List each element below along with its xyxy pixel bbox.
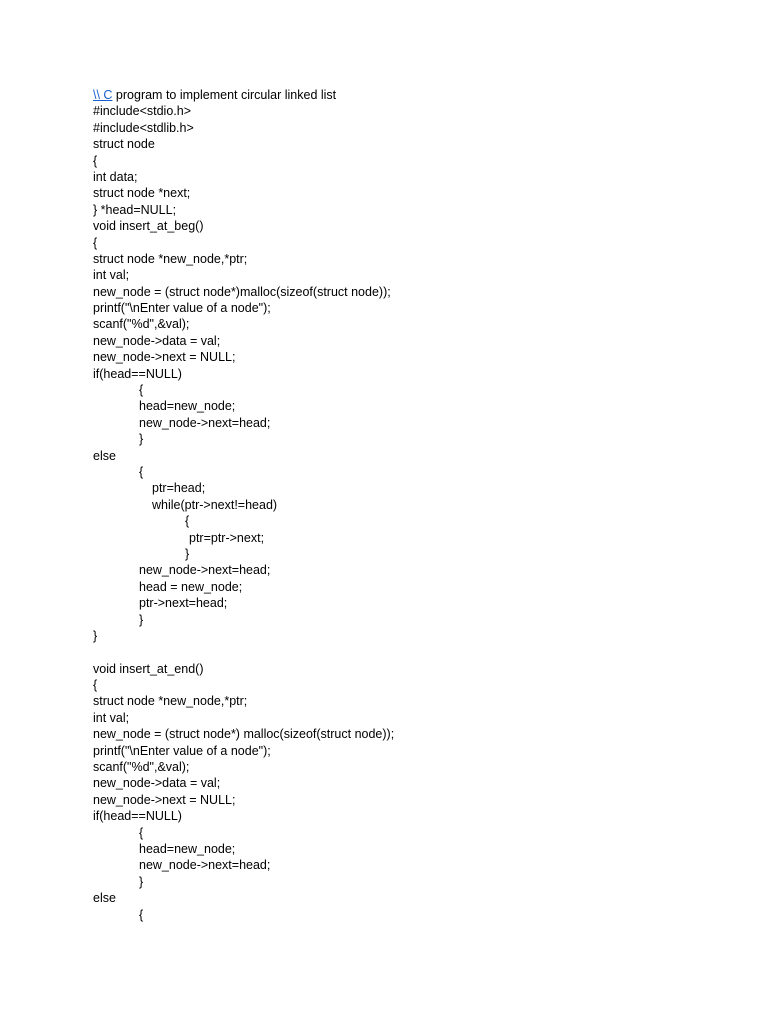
code-line: if(head==NULL) [93,366,182,381]
code-line: new_node->next=head; [139,415,271,430]
code-line: new_node->data = val; [93,333,221,348]
code-line: int data; [93,169,138,184]
code-line: int val; [93,710,130,725]
code-line: int val; [93,268,130,283]
code-line: scanf("%d",&val); [93,317,190,332]
code-line: } [139,612,144,627]
code-line: new_node->data = val; [93,776,221,791]
code-line: { [139,825,144,840]
comment-line [93,87,733,103]
code-line: void insert_at_end() [93,661,204,676]
code-line: } [139,874,144,889]
code-line: { [93,678,98,693]
code-line: void insert_at_beg() [93,219,204,234]
code-line: scanf("%d",&val); [93,760,190,775]
code-line: } [185,546,190,561]
code-line: struct node [93,137,155,152]
code-line: else [93,891,116,906]
code-line: { [139,464,144,479]
code-line: new_node = (struct node*) malloc(sizeof(struct node)); [93,727,395,742]
code-line: new_node = (struct node*)malloc(sizeof(struct node)); [93,284,391,299]
code-line: new_node->next=head; [139,858,271,873]
code-line: printf("\nEnter value of a node"); [93,301,271,316]
code-listing [93,87,733,923]
code-line: { [139,383,144,398]
code-line: ptr=head; [152,481,206,496]
code-line: head = new_node; [139,579,243,594]
code-line: #include<stdio.h> [93,104,191,119]
code-line: new_node->next = NULL; [93,350,236,365]
code-line: new_node->next=head; [139,563,271,578]
code-line: struct node *new_node,*ptr; [93,251,248,266]
code-line: head=new_node; [139,399,236,414]
comment-text: program to implement circular linked list [112,88,337,102]
code-line: #include<stdlib.h> [93,120,194,135]
code-line: while(ptr->next!=head) [152,497,278,512]
code-line: ptr=ptr->next; [189,530,265,545]
code-line: struct node *new_node,*ptr; [93,694,248,709]
code-line: ptr->next=head; [139,596,228,611]
code-line: } [139,432,144,447]
code-line: new_node->next = NULL; [93,792,236,807]
code-line: { [93,153,98,168]
code-line: printf("\nEnter value of a node"); [93,743,271,758]
code-line: { [93,235,98,250]
code-line: if(head==NULL) [93,809,182,824]
code-line: { [185,514,190,529]
comment-link[interactable]: \\ C [93,88,113,102]
code-line: { [139,907,144,922]
code-line: head=new_node; [139,841,236,856]
code-line: } *head=NULL; [93,202,177,217]
code-line: } [93,628,98,643]
code-line: struct node *next; [93,186,191,201]
code-line: else [93,448,116,463]
blank-line [93,644,733,660]
